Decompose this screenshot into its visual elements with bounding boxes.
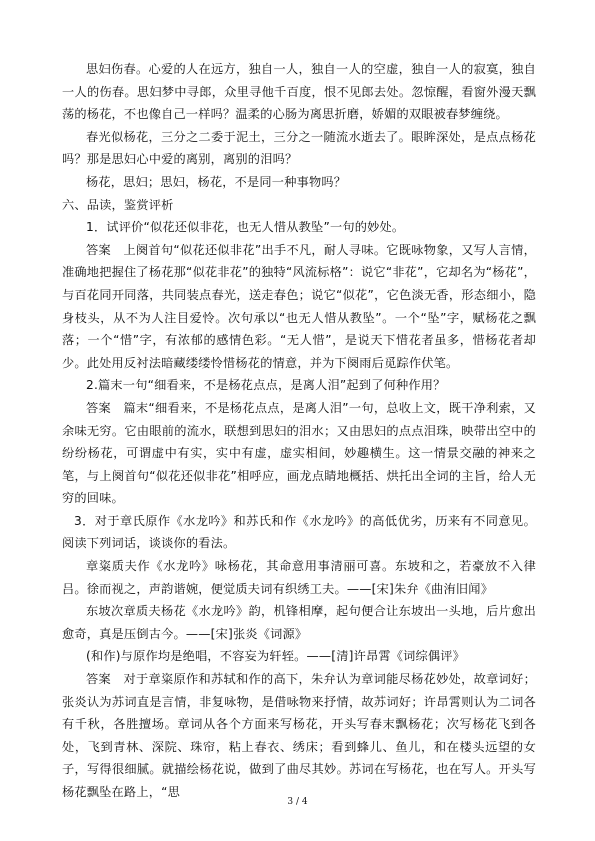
quotation: 东坡次章质夫杨花《水龙吟》韵，机锋相摩，起句便合让东坡出一头地，后片愈出愈奇，真是压倒古今。——[宋]张炎《词源》 xyxy=(62,604,536,641)
document-body xyxy=(62,58,536,804)
quotation: 章粢质夫作《水龙吟》咏杨花，其命意用事清丽可喜。东坡和之，若豪放不入律吕。徐而视之，声韵谐婉，便觉质夫词有织绣工夫。——[宋]朱弁《曲洧旧闻》 xyxy=(62,559,536,596)
quotation: (和作)与原作均是绝唱，不容妄为轩轾。——[清]许昂霄《词综偶评》 xyxy=(86,649,466,664)
answer-paragraph: 答案 篇末“细看来，不是杨花点点，是离人泪”一句，总收上文，既干净利索，又余味无穷。它由眼前的流水，联想到思妇的泪水；又由思妇的点点泪珠，映带出空中的纷纷杨花，可谓虚中有实，实中有虚，虚实相间，妙趣横生。这一情景交融的神来之笔，与上阕首句“似花还似非花”相呼应，画龙点睛地概括、烘托出全词的主旨，给人无穷的回味。 xyxy=(62,400,536,506)
answer-paragraph: 答案 上阕首句“似花还似非花”出手不凡，耐人寻味。它既咏物象，又写人言情，准确地把握住了杨花那“似花非花”的独特“风流标格”：说它“非花”，它却名为“杨花”，与百花同开同落，共同装点春光，送走春色；说它“似花”，它色淡无香，形态细小，隐身枝头，从不为人注目爱怜。次句承以“也无人惜从教坠”。一个“坠”字，赋杨花之飘落；一个“惜”字，有浓郁的感情色彩。“无人惜”，是说天下惜花者虽多，惜杨花者却少。此处用反衬法暗藏缕缕怜惜杨花的情意，并为下阕雨后觅踪作伏笔。 xyxy=(62,242,536,370)
answer-paragraph: 答案 对于章粢原作和苏轼和作的高下，朱弁认为章词能尽杨花妙处，故章词好；张炎认为苏词直是言情，非复咏物，是借咏物来抒情，故苏词好；许昂霄则认为二词各有千秋，各胜擅场。章词从各个方面来写杨花，开头写春末飘杨花；次写杨花飞到各处，飞到青林、深院、珠帘，粘上春衣、绣床；看到蜂儿、鱼儿，和在楼头远望的女子，写得很细腻。就描绘杨花说，做到了曲尽其妙。苏词在写杨花，也在写人。开头写杨花飘坠在路上，“思 xyxy=(62,672,536,799)
paragraph: 杨花，思妇；思妇，杨花，不是同一种事物吗？ xyxy=(86,174,347,189)
paragraph: 思妇伤春。心爱的人在远方，独自一人，独自一人的空虚，独自一人的寂寞，独自一人的伤春。思妇梦中寻郎，众里寻他千百度，恨不见郎去处。忽惊醒，看窗外漫天飘荡的杨花，不也像自己一样吗？温柔的心肠为离思折磨，娇媚的双眼被春梦缠绕。 xyxy=(62,62,536,122)
page-number: 3 / 4 xyxy=(287,797,308,807)
question: 3．对于章氏原作《水龙吟》和苏氏和作《水龙吟》的高低优劣，历来有不同意见。阅读下列词话，谈谈你的看法。 xyxy=(62,513,536,551)
section-heading: 六、品读，鉴赏评析 xyxy=(62,197,174,212)
paragraph: 春光似杨花，三分之二委于泥土，三分之一随流水逝去了。眼眸深处，是点点杨花吗？那是思妇心中爱的离别，离别的泪吗？ xyxy=(62,129,536,167)
question: 2.篇末一句“细看来，不是杨花点点，是离人泪”起到了何种作用？ xyxy=(86,378,446,393)
question: 1．试评价“似花还似非花，也无人惜从教坠”一句的妙处。 xyxy=(86,220,405,235)
